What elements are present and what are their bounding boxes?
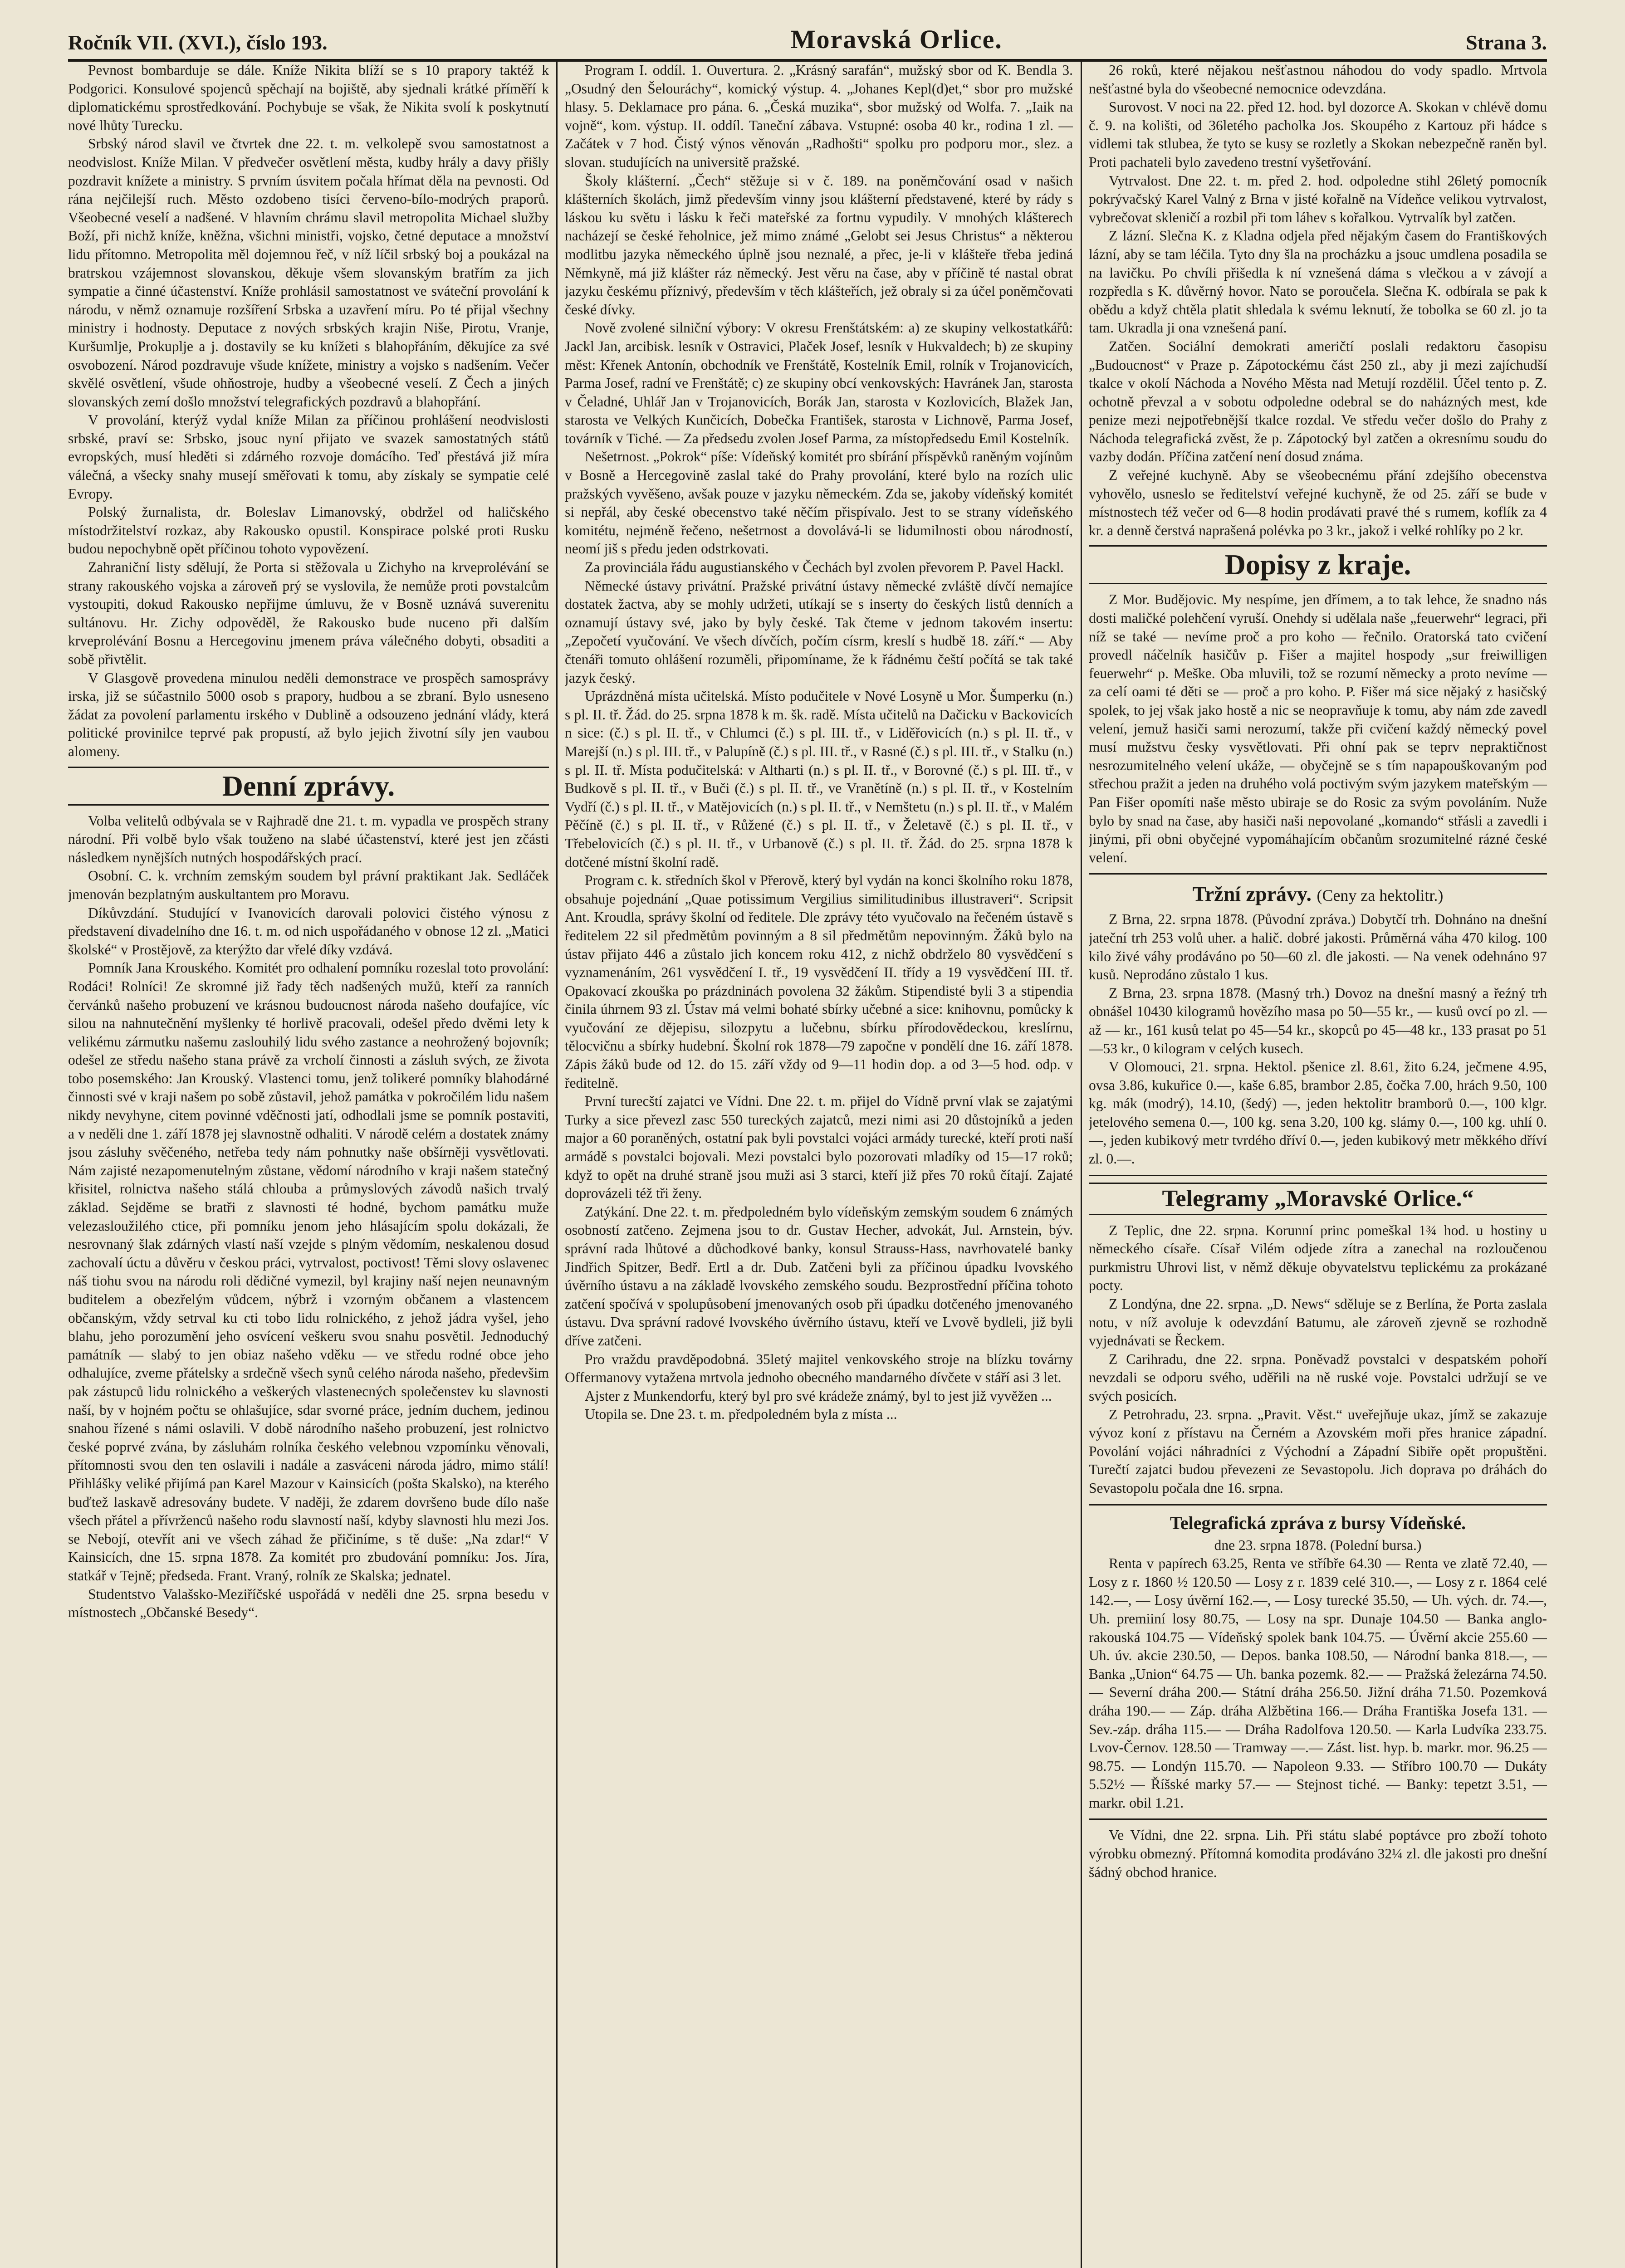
news-item: Zatýkání. Dne 22. t. m. předpoledném bylo vídeňským zemským soudem 6 známých osobností zatčeno. Zejmena jsou to dr. Gustav Hecher, advokát, Jul. Arnstein, býv. správní rada lhůtové a důchodkové banky, konsul Strauss-Hass, navrhovatelé banky Jindřich Spitzer, Bedř. Ertl a dr. Dub. Zatčeni byli za příčinou úpadku lvovského úvěrního ústavu a na základě lvovského zemského soudu. Bezprostřední příčina tohoto zatčení spočívá v spolupůsobení jmenovaných osob při úpadku dotčeného jmenovaného ústavu. Dva správní radové lvovského úvěrního ústavu, kteří ve Lvově bydleli, již byli dříve zatčeni.: [565, 1203, 1073, 1349]
news-item: 26 roků, které nějakou nešťastnou náhodou do vody spadlo. Mrtvola nešťastné byla do všeobecné nemocnice odevzdána.: [1089, 62, 1547, 97]
letter-item: Z Mor. Budějovic. My nespíme, jen dřímem, a to tak lehce, že snadno nás dosti maličké polehčení vyruší. Onehdy si udělala naše „feuerwehr“ legraci, při níž se také — nevíme proč a pro koho — řečnilo. Oratorská tato cvičení provedl náčelník hasičův p. Fišer a majitel hospody „sur freiwilligen feuerwehr“ p. Meške. Oba mluvili, tož se rozumí německy a proto nevíme — za celí oami té děti se — proč a pro koho. P. Fišer má sice nějaký z hasičský spolek, to jej však jako hostě a nic se neopravňuje k tomu, aby nám zde zavedl velení, jemuž hasiči sami nerozumí, takže při cvičení každý německý povel musí mužstvu česky vysvětlovati. Při ohní pak se teprv nepraktičnost nesrozumitelného velení ukáže, — obyčejně se s tím napapouškovaným pod střechou pražit a jeden na druhého volá poctivým svým jazykem mateřským — Pan Fišer opomíti naše město ubiraje se do Rosic za svým povoláním. Nuže bylo by snad na čase, aby hasiči naši nepovolané „komando“ střásli a zavedli i jinými, při obni obyčejné vypomáhajícím občanům srozumitelné rázné české velení.: [1089, 591, 1547, 865]
news-item: Volba velitelů odbývala se v Rajhradě dne 21. t. m. vypadla ve prospěch strany národní. Při volbě bylo však touženo na slabé účastenství, které jest jen zčásti následkem nynějších nutných hospodářských prací.: [68, 812, 549, 865]
news-item: Studentstvo Valašsko-Meziříčské uspořádá v neděli dne 25. srpna besedu v místnostech „Občanské Besedy“.: [68, 1586, 549, 1621]
news-item: Utopila se. Dne 23. t. m. předpoledném byla z místa ...: [585, 1406, 897, 1422]
divider: [1089, 1175, 1547, 1176]
market-subtitle: (Ceny za hektolitr.): [1317, 886, 1444, 905]
divider: [1089, 873, 1547, 875]
bourse-quotes: Renta v papírech 63.25, Renta ve stříbře 64.30 — Renta ve zlatě 72.40, — Losy z r. 1860 ½ 120.50 — Losy z r. 1839 celé 310.—, — Losy z r. 1864 celé 142.—, — Losy úvěrní 162.—, — Losy turecké 35.50, — Uh. vých. dr. 74.—, Uh. premiiní losy 80.75, — Losy na spr. Dunaje 104.50 — Banka anglo-rakouská 104.75 — Vídeňský spolek bank 104.75. — Úvěrní akcie 255.60 — Uh. úv. akcie 230.50, — Depos. banka 108.50, — Národní banka 818.—, — Banka „Union“ 64.75 — Uh. banka pozemk. 82.— — Pražská železárna 74.50. — Severní dráha 200.— Státní dráha 256.50. Jižní dráha 71.50. Pozemková dráha 190.— — Záp. dráha Alžbětina 166.— Dráha Františka Josefa 131. — Sev.-záp. dráha 115.— — Dráha Radolfova 120.50. — Karla Ludvíka 233.75. Lvov-Černov. 128.50 — Tramway —.— Zást. list. hyp. b. markr. mor. 96.25 — 98.75. — Londýn 115.70. — Napoleon 9.33. — Stříbro 100.70 — Dukáty 5.52½ — Říšské marky 57.— — Stejnost tiché. — Banky: tepetzt 3.51, — markr. obil 1.21.: [1089, 1555, 1547, 1811]
divider: [1089, 1818, 1547, 1820]
market-report: V Olomouci, 21. srpna. Hektol. pšenice zl. 8.61, žito 6.24, ječmene 4.95, ovsa 3.86, kukuřice 0.—, kaše 6.85, brambor 2.85, čočka 7.00, hrách 9.50, 100 kg. mák (modrý), 14.10, (šedý) —, jeden hektolitr bramborů 0.—, 100 klgr. jetelového semena 0.—, 100 kg. sena 3.20, 100 kg. slámy 0.—, 100 kg. uhlí 0.—, jeden kubikový metr tvrdého dříví 0.—, jeden kubikový metr měkkého dříví zl. 0.—.: [1089, 1059, 1547, 1167]
column-rule: [556, 61, 558, 2268]
running-head: [68, 14, 1547, 62]
column-rule: [1081, 61, 1082, 2268]
telegram-item: Z Teplic, dne 22. srpna. Korunní princ pomeškal 1¾ hod. u hostiny u německého císaře. Císař Vilém odjede zítra a zanechal na rozloučenou purkmistru Uhrovi list, v němž děkuje obyvatelstvu teplickému za prokázané pocty.: [1089, 1222, 1547, 1294]
news-item: Vytrvalost. Dne 22. t. m. před 2. hod. odpoledne stihl 26letý pomocník pokrývačský Karel Valný z Brna v jisté kořalně na Vídeňce velikou vytrvalost, vybrečovat skleničí a rozbil při tom láhev s kořalkou. Vytrvalík byl zatčen.: [1089, 172, 1547, 225]
market-title: Tržní zprávy.: [1192, 882, 1312, 906]
bourse-heading: Telegrafická zpráva z bursy Vídeňské.: [1170, 1512, 1466, 1533]
market-heading: [1089, 881, 1547, 909]
article-paragraph: Polský žurnalista, dr. Boleslav Limanovský, obdržel od haličského místodržitelství rozkaz, aby Rakousko opustil. Konspirace polské proti Rusku budou nepochybně opět příčinou tohoto vypovězení.: [68, 504, 549, 557]
column-1: [68, 61, 549, 2268]
news-item: Z veřejné kuchyně. Aby se všeobecnému přání zdejšího obecenstva vyhovělo, usneslo se ředitelství veřejné kuchyně, že od 25. září se bude v místnostech též večer od 6—8 hodin prodávati pravé thé s rumem, koflík za 4 kr. a denně čerstvá naprašená polévka po 3 kr., jakož i velké rohlíky po 2 kr.: [1089, 467, 1547, 538]
issue-number: Ročník VII. (XVI.), číslo 193.: [68, 31, 328, 54]
article-paragraph: V Glasgově provedena minulou neděli demonstrace ve prospěch samosprávy irska, již se súčastnilo 5000 osob s prapory, hudbou a se zbraní. Bylo usneseno žádat za povolení parlamentu irského v Dublině a odsouzeno jednání vlády, která politické provinilce teprvé pak propustí, až bylo jejich životní síly jen vaubou alomeny.: [68, 670, 549, 759]
news-item: Zatčen. Sociální demokrati američtí poslali redaktoru časopisu „Budoucnost“ v Praze p. Zápotockému část 250 zl., aby ji mezi zajíchudší tkalce v okolí Náchoda a Nového Města nad Metují rozdělil. Účel tento p. Z. ochotně převzal a v sobotu odpoledne odebral se do naházných mest, kde penize mezi nejpotřebnější tkalce rozdal. Ve středu večer došlo do Prahy z Náchoda telegrafická zvěst, že p. Zápotocký byl zatčen a okresnímu soudu do vazby dodán. Příčina zatčení není dosud známa.: [1089, 338, 1547, 465]
section-heading-letters: Dopisy z kraje.: [1089, 545, 1547, 584]
market-report: Z Brna, 22. srpna 1878. (Původní zpráva.) Dobytčí trh. Dohnáno na dnešní jateční trh 253 volů uher. a halič. dobré jakosti. Průměrná váha 470 kilog. 100 kilo živé váhy prodáváno po 50—60 zl. dle jakosti. — Na venek odehnáno 97 kusů. Neprodáno zůstalo 1 kus.: [1089, 911, 1547, 983]
bourse-subtitle: dne 23. srpna 1878. (Polední bursa.): [1214, 1537, 1422, 1553]
telegram-item: Z Petrohradu, 23. srpna. „Pravit. Věst.“ uveřejňuje ukaz, jímž se zakazuje vývoz koní z přístavu na Černém a Azovském moři přes hranice západní. Povolání vojáci náhradníci z Východní a Západní Sibiře opět propuštěni. Turečtí zajatci budou převezeni ze Sevastopolu. Jich doprava po dráhách do Sevastopolu počala dne 16. srpna.: [1089, 1406, 1547, 1496]
market-report: Z Brna, 23. srpna 1878. (Masný trh.) Dovoz na dnešní masný a řeźný trh obnášel 10430 kilogramů hovězího masa po 50—55 kr., — kusů ovcí po zl. — až — kr., 161 kusů telat po 45—54 kr., skopců po 45—48 kr., 133 prasat po 51—53 kr., 0 kilogram v celých kusech.: [1089, 985, 1547, 1056]
article-paragraph: V provolání, kterýž vydal kníže Milan za příčinou prohlášení neodvislosti srbské, praví se: Srbsko, jsouc nyní přijato ve svazek samostatných států evropských, musí hleděti si zdárného rozvoje domácího. Teď přestává již míra válečná, a všecky snahy musejí směřovati k tomu, aby získaly se sympatie celé Evropy.: [68, 412, 549, 502]
divider: [1089, 1504, 1547, 1505]
news-item: Uprázdněná místa učitelská. Místo podučitele v Nové Losyně u Mor. Šumperku (n.) s pl. II. tř. Žád. do 25. srpna 1878 k m. šk. radě. Místa učitelů na Dačicku v Backovicích n sice: (č.) s pl. II. tř., v Chlumci (č.) s pl. III. tř., v Liděřovicích (n.) s pl. II. tř., v Marejší (n.) s pl. III. tř., v Palupíně (č.) s pl. III. tř., v Rasné (č.) s pl. III. tř., v Stalku (n.) s pl. II. tř. Místa podučitelská: v Altharti (n.) s pl. II. tř., v Borovné (č.) s pl. III. tř., v Budkově s pl. II. tř., v Buči (č.) s pl. II. tř., ve Vranětíně (n.) s pl. II. tř., v Kostelním Vydří (č.) s pl. II. tř., v Matějovicích (n.) s pl. II. tř., v Nemštetu (n.) s pl. II. tř., v Malém Pěčíně (č.) s pl. II. tř., v Růžené (č.) s pl. II. tř., v Želetavě (č.) s pl. II. tř., v Třebelovicích (č.) s pl. II. tř., v Urbanově (č.) s pl. II. tř. Žád. do 25. srpna 1878 k dotčené místní školní radě.: [565, 688, 1073, 870]
telegram-item: Z Carihradu, dne 22. srpna. Poněvadž povstalci v despatském pohoří nevzdali se odporu svého, uděřili na ně ruské voje. Povstalci udržují se ve svých posicích.: [1089, 1351, 1547, 1404]
news-item: Německé ústavy privátní. Pražské privátní ústavy německé zvláště dívčí nemajíce dostatek žactva, aby se mohly udržeti, utíkají se s inserty do českých listů denních a oznamují ústavy své, jako by byly české. Tak čteme v jednom takovém insertu: „Zepočetí vyučování. Ve všech dívčích, počím císrm, kreslí s hudbě 18. září.“ — Aby čtenáři tomuto ohlášení rozuměli, připomíname, že k řádnému čeští počítá se tak také jazyk český.: [565, 577, 1073, 686]
news-item: Pomník Jana Krouského. Komitét pro odhalení pomníku rozeslal toto provolání: Rodáci! Rolníci! Ze skromné již řady těch nadšených mužů, kteří za ranních červánků našeho probuzení ve krásnou budoucnost národa našeho doufajíce, víc silou na nahnutečnění myšlenky té horlivě pracovali, odešel předo dvěmi lety k velikému zármutku našemu zaslouhilý lidu svého zastance a neohrožený bojovník; odešel ze středu našeho stana právě za vrcholí činnosti a zásluh svých, ze života tobo posemského: Jan Krouský. Vlastenci tomu, jenž tolikeré pomníky blahodárné činnosti své v kraji našem po sobě zůstavil, jehož památka v pokročilém lidu našem nikdy nevyhyne, citem povinné vděčnosti jatí, odhodlali jsme se pomník postaviti, a v neděli dne 1. září 1878 jej slavnostně odhaliti. V národě celém a dostatek známy jsou zásluhy svěčeného, netřeba tedy nám pohnutky naše obšírněji vysvětlovati. Nám zajisté nezapomenutelným zůstane, vědomí národního v kraji našem statečný křisitel, rolnictva našeho stálá chlouba a průmyslových závodů našich trvalý základ. Sejděme se bratři z slavnosti té hodné, bychom památku muže velezasloužilého ctice, při pomníku jenom jeho hlásajícím spolu dokázali, že nesrovnaný šlak zdárných vlastí naší vzejde s plným vědomím, neskalenou dosud zachovalí úctu a důvěru v českou práci, vytrvalost, poctivost! Těmi slovy oslavenec náš tiohu svou na národu roli dědičné vymezil, byl krajiny naší nejen neunavným buditelem a obezřelým vůdcem, nýbrž i vzorným občanem a vlastencem občanským, vždy setrval ku cti tobo lidu rolnického, z jehož jádra vyšel, jeho blahu, jeho porozumění jeho osvícení veškeru svou snahu posvětil. Jednoduchý památník — slabý to jen obiaz našeho vděku — ve středu rodné obce jeho odhalujíce, zveme přátelsky a srdečně všech synů celého národa našeho, předevšim pak zástupců lidu rolnického a veškerých vlastenecných společenstev ku slavnosti naší, by v hojném počtu se ohlašujíce, sdar svorné práce, jedním duchem, jedinou snahou řízené s námi oslavili. V době národního našeho probuzení, jest rolnictvo české poprvé zvána, by zásluhám rolníka českého velebnou vzpomínku věnovali, přítomnosti svou den ten oslavili i nadále a zasváceni národa jádro, mimo stálí! Přihlášky veliké přijímá pan Karel Mazour v Kainsicích (pošta Skalsko), na kterého buďtež laskavě adresovány budete. V naději, že zdarem dovršeno bude dílo naše všech přátel a přívrženců našeho rodu slavností naší, kdyby slavnosti hlu mezi Jos. se Nebojí, otevřít ani ve všech záhad že přičiníme, s tě duše: „Na zdar!“ V Kainsicích, dne 15. srpna 1878. Za komitét pro zbudování pomníku: Jos. Jíra, statkář v Tejně; předseda. Frant. Vraný, rolník ze Skalska; jednatel.: [68, 960, 549, 1584]
news-item: Program c. k. středních škol v Přerově, který byl vydán na konci školního roku 1878, obsahuje pojednání „Quae potissimum Vergilius similitudinibus illustraveri“. Scripsit Ant. Kroudla, správy školní od ředitele. Dle zprávy této vyučovalo na řečeném ústavě s ředitelem 22 sil předmětům povinným a 8 sil předmětům nepovinným. Žáků bylo na ústav přijato 446 a zůstalo jich koncem roku 412, z nichž obdrželo 80 vysvědčení s vyznamenáním, 261 vysvědčení I. tř., 19 vysvědčení II. třídy a 19 vysvědčení III. tř. Opakovací zkouška po prázdninách povolena 32 žákům. Stipendisté byli 3 a stipendia činila úhrnem 93 zl. Ústav má velmi bohaté sbírky učebné a sice: knihovnu, pomůcky k vyučování ze dějepisu, silozpytu a lučebnu, sbírku přírodovědeckou, kreslírnu, tělocvičnu a sbírky hudební. Školní rok 1878—79 započne v pondělí dne 16. září 1878. Zápis žáků bude od 12. do 15. září vždy od 9—11 hodin dop. a od 3—5 hod. odp. v ředitelně.: [565, 872, 1073, 1091]
article-paragraph: Srbský národ slavil ve čtvrtek dne 22. t. m. velkolepě svou samostatnost a neodvislost. Kníže Milan. V předvečer osvětlení města, kudby hrály a davy přišly pozdravit knížete a ministry. S prvním úsvitem počala hřímat děla na pevnosti. Od rána nejčilejší ruch. Město ozdobeno tisíci červeno-bílo-modrých praporů. Všeobecné veselí a nadšené. V hlavním chrámu slavil metropolita Michael služby Boží, při nichž kníže, kněžna, všichni ministři, vojsko, četné deputace a množství lidu přítomno. Metropolita měl dojemnou řeč, v níž líčil srbský boj a poukázal na bratrskou vzájemnost slovanskou, děkuje všem slovanským bratřím za jich sympatie a činné účastenství. Kníže prohlásil samostatnost ve sváteční provolání k národu, v němž oznamuje rozšíření Srbska a uzavření míru. Po té přijal všechny ministry i hodnosty. Deputace z nových srbských krajin Niše, Pirotu, Vranje, Kuršumlje, Prokuplje a j. dostavily se ku knížeti s blahopřáním, děkujíce za své osvobození. Národ pozdravuje všude knížete, ministry a vojsko s nadšením. Večer skvělé osvětlení, všude ohňostroje, hudby a všeobecné veselí. Z Čech a jiných slovanských zemí došlo množství telegrafických pozdravů a blahopřání.: [68, 136, 549, 410]
article-paragraph: Pevnost bombarduje se dále. Kníže Nikita blíží se s 10 prapory taktéž k Podgorici. Konsulové spojenců spěchají na bojiště, aby sjednali krátké příměří k diplomatickému sprostředkování. Pochybuje se však, že Nikita svolí k poskytnutí nové lhůty Turecku.: [68, 62, 549, 133]
news-item: První turecští zajatci ve Vídni. Dne 22. t. m. přijel do Vídně první vlak se zajatými Turky a sice převezl zasc 550 tureckých zajatců, mezi nimi asi 20 důstojníků a jeden major a 60 poraněných, ostatní pak byli povstalci vojáci armády turecké, kteří proti naší armádě s povstalci bojovali. Mezi povstalci bylo pozorovati mladíky od 15—17 roků; když to opět na druhé straně jsou muži asi 3 starci, kteří již přes 70 roků čítají. Zajaté doprovázeli též tři ženy.: [565, 1093, 1073, 1202]
section-heading-daily-news: Denní zprávy.: [68, 767, 549, 806]
news-item: Nově zvolené silniční výbory: V okresu Frenštátském: a) ze skupiny velkostatkářů: Jackl Jan, arcibisk. lesník v Ostravici, Plaček Josef, lesník v Hukvaldech; b) ze skupiny měst: Křenek Antonín, obchodník ve Frenštátě, Kostelník Emil, rolník v Trojanovicích, Parma Josef, radní ve Frenštátě; c) ze skupiny obcí venkovských: Havránek Jan, starosta v Čeladné, Uhlář Jan v Trojanovicích, Borák Jan, starosta v Kozlovicích, Blažek Jan, starosta ve Velkých Kunčicích, Dobečka František, starosta v Lichnově, Parma Josef, továrník v Tiché. — Za předsedu zvolen Josef Parma, za místopředsedu Emil Kostelník.: [565, 320, 1073, 446]
masthead-title: Moravská Orlice.: [790, 24, 1003, 54]
column-3: [1089, 61, 1547, 2268]
column-2: [565, 61, 1073, 2268]
news-item: Ajster z Munkendorfu, který byl pro své krádeže známý, byl to jest již vyvěžen ...: [585, 1388, 1052, 1404]
bourse-footer: Ve Vídni, dne 22. srpna. Lih. Při státu slabé poptávce pro zboží tohoto výrobku obmezný. Přítomná komodita prodáváno 32¼ zl. dle jakosti pro dnešní šádný obchod hranice.: [1089, 1827, 1547, 1880]
news-item: Z lázní. Slečna K. z Kladna odjela před nějakým časem do Františkových lázní, aby se tam léčila. Tyto dny šla na procházku a jsouc umdlena posadila se na lavičku. Po chvíli přišedla k ní vznešená dáma s vlečkou a v závojí a rozpředla s K. důvěrný hovor. Nato se poroučela. Slečna K. odbírala se pak k obědu a když chtěla platit shledala k svému leknutí, že tobolka se 60 zl. jo ta tam. Ukradla ji ona vznešená paní.: [1089, 228, 1547, 336]
news-item: Surovost. V noci na 22. před 12. hod. byl dozorce A. Skokan v chlévě domu č. 9. na kolišti, od 36letého pacholka Jos. Skoupého z Kartouz při hádce s vidlemi tak stlubea, že tyto se kusy se rozletly a Skokan nebezpečně raněn byl. Proti pachateli bylo zavedeno trestní vyšetřování.: [1089, 99, 1547, 170]
news-item: Za provinciála řádu augustianského v Čechách byl zvolen převorem P. Pavel Hackl.: [585, 559, 1064, 576]
news-item: Pro vraždu pravděpodobná. 35letý majitel venkovského stroje na blízku továrny Offermanovy vytažena mrtvola jednoho obecného mandarného dívčete v stáří asi 3 let.: [565, 1351, 1073, 1386]
article-paragraph: Zahraniční listy sdělují, že Porta si stěžovala u Zichyho na krveprolévání se strany rakouského vojska a zároveň prý se vyslovila, že nemůže proti povstalcům vystoupiti, dokud Rakousko nepřijme úmluvu, že v Bosně uznává suverenitu sultánovu. Hr. Zichy odpověděl, že Rakousko bude nuceno při dalším krveprolévání Bosnu a Hercegovinu jmenem práva válečného dobyti, obsaditi a sobě přivtělit.: [68, 559, 549, 667]
news-item: Díkůvzdání. Studující v Ivanovicích darovali polovici čistého výnosu z představení divadelního dne 16. t. m. od nich uspořádaného v obnose 12 zl. „Matici školské“ v Prostějově, za kterýžto dar vřelé díky vzdává.: [68, 904, 549, 958]
news-item: Nešetrnost. „Pokrok“ píše: Vídeňský komitét pro sbírání příspěvků raněným vojínům v Bosně a Hercegovině zaslal také do Prahy provolání, které bylo na rozích ulic pražských vyvěšeno, avšak pouze v jazyku německém. Zda se, jakoby vídeňský komitét si nepřál, aby české obecenstvo také něčím přispívalo. Jest to se strany vídeňského komitétu, nejméně řečeno, nešetrnost a dovolává-li se lidumilnosti obou národností, neomí jiš s předu jeden odstrkovati.: [565, 449, 1073, 557]
page-number: Strana 3.: [1466, 31, 1547, 54]
telegram-item: Z Londýna, dne 22. srpna. „D. News“ sděluje se z Berlína, že Porta zaslala notu, v níž avoluje k odevzdání Batumu, ale zároveň zjevně se rozhodně vyjednávati se Řeckem.: [1089, 1296, 1547, 1349]
news-item: Školy klášterní. „Čech“ stěžuje si v č. 189. na poněmčování osad v našich klášterních školách, jimž především vinny jsou klášterní představené, které by rády s láskou ku světu i lásku k řeči mateřské za fortnu vypudily. V mnohých klášterech nacházejí se české řeholnice, jež mimo známé „Gelobt sei Jesus Christus“ a některou modlitbu jazyka německého úplně jsou neznalé, a přec, je-li v klášteře třeba jediná Němkyně, má již klášter ráz německý. Jest věru na čase, aby v příčině té nastal obrat jazyku českému příznivý, především v těch klášteřích, jež obraly si za účel poněmčovati české dívky.: [565, 172, 1073, 318]
news-item: Program I. oddíl. 1. Ouvertura. 2. „Krásný sarafán“, mužský sbor od K. Bendla 3. „Osudný den Šelouráchy“, komický výstup. 4. „Johanes Kepl(d)et,“ sbor pro mužské hlasy. 5. Deklamace pro pána. 6. „Česká muzika“, sbor mužský od Wolfa. 7. „Iaik na vojně“, kom. výstup. II. oddíl. Taneční zábava. Vstupné: osoba 40 kr., rodina 1 zl. — Začátek v 7 hod. Čistý výnos věnován „Radhošti“ spolku pro podporu mor., slez. a slovan. studujících na universitě pražské.: [565, 62, 1073, 170]
telegrams-heading: Telegramy „Moravské Orlice.“: [1089, 1183, 1547, 1215]
news-item: Osobní. C. k. vrchním zemským soudem byl právní praktikant Jak. Sedláček jmenován bezplatným auskultantem pro Moravu.: [68, 868, 549, 902]
